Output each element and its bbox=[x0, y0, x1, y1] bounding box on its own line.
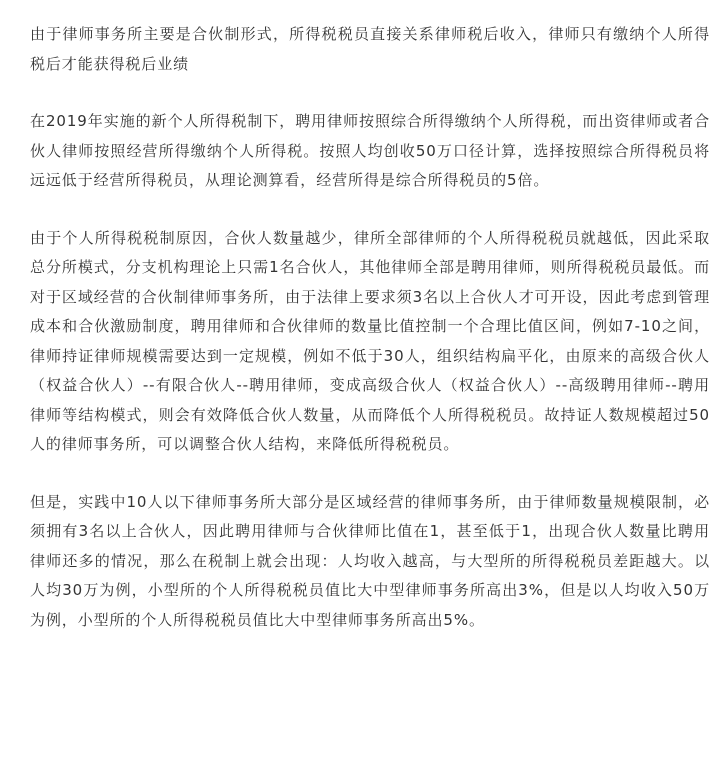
paragraph-2: 在2019年实施的新个人所得税制下，聘用律师按照综合所得缴纳个人所得税，而出资律师或者合伙人律师按照经营所得缴纳个人所得税。按照人均创收50万口径计算，选择按照综合所得税员将远远低于经营所得税员，从理论测算看，经营所得是综合所得税员的5倍。 bbox=[30, 112, 710, 189]
paragraph-4: 但是，实践中10人以下律师事务所大部分是区域经营的律师事务所，由于律师数量规模限制，必须拥有3名以上合伙人，因此聘用律师与合伙律师比值在1，甚至低于1，出现合伙人数量比聘用律师还多的情况，那么在税制上就会出现：人均收入越高，与大型所的所得税税员差距越大。以人均30万为例，小型所的个人所得税税员值比大中型律师事务所高出3%，但是以人均收入50万为例，小型所的个人所得税税员值比大中型律师事务所高出5%。 bbox=[30, 492, 710, 629]
paragraph-1: 由于律师事务所主要是合伙制形式，所得税税员直接关系律师税后收入，律师只有缴纳个人所得税后才能获得税后业绩 bbox=[30, 25, 710, 73]
paragraph-3: 由于个人所得税税制原因，合伙人数量越少，律所全部律师的个人所得税税员就越低，因此采取总分所模式，分支机构理论上只需1名合伙人，其他律师全部是聘用律师，则所得税税员最低。而对于区域经营的合伙制律师事务所，由于法律上要求须3名以上合伙人才可开设，因此考虑到管理成本和合伙激励制度，聘用律师和合伙律师的数量比值控制一个合理比值区间，例如7-10之间，律师持证律师规模需要达到一定规模，例如不低于30人，组织结构扁平化，由原来的高级合伙人（权益合伙人）--有限合伙人--聘用律师，变成高级合伙人（权益合伙人）--高级聘用律师--聘用律师等结构模式，则会有效降低合伙人数量，从而降低个人所得税税员。故持证人数规模超过50人的律师事务所，可以调整合伙人结构，来降低所得税税员。 bbox=[30, 228, 710, 453]
article-body bbox=[30, 20, 710, 635]
